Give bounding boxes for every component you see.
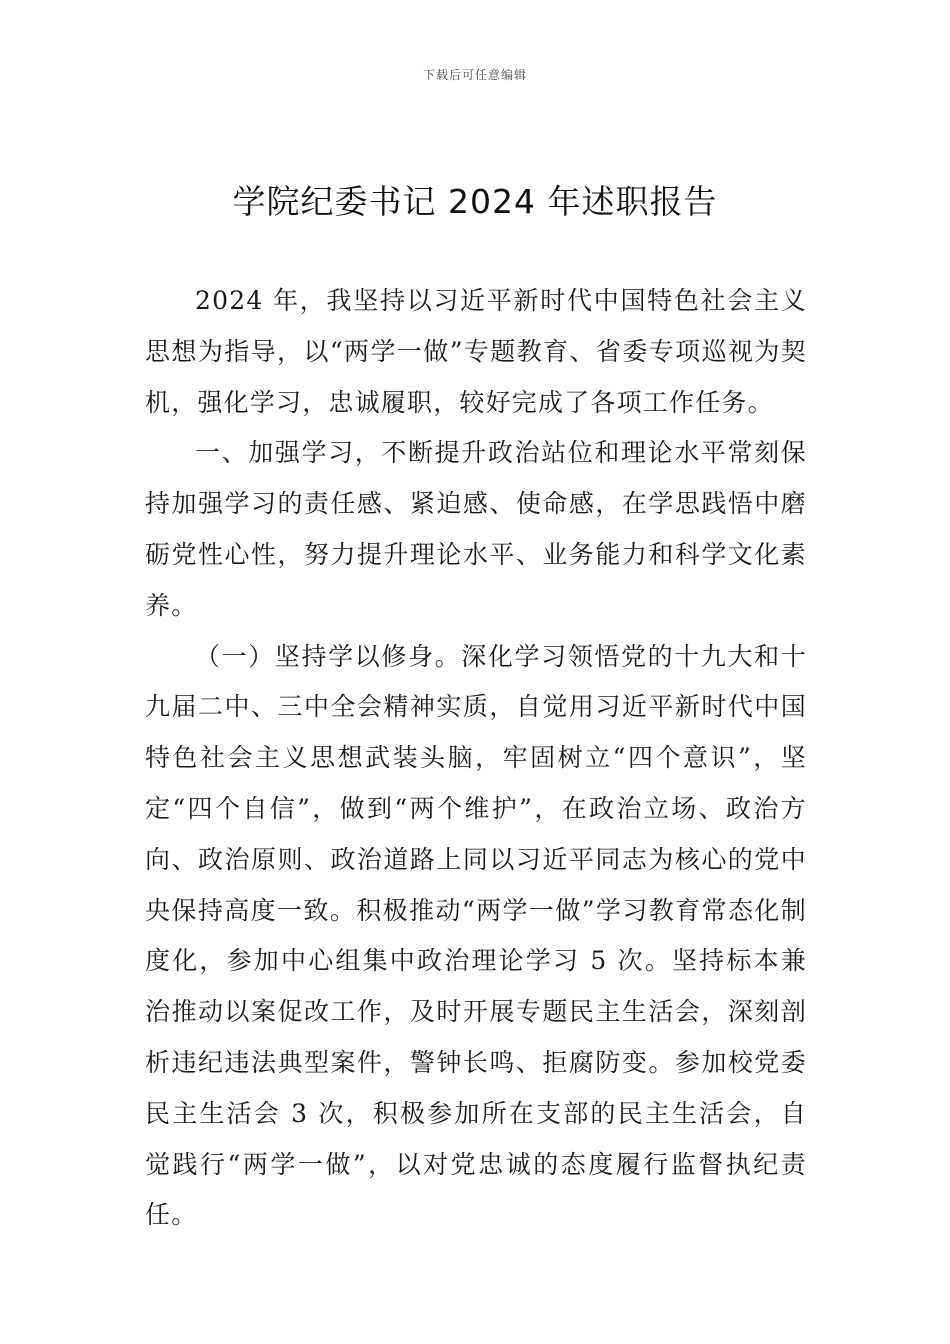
document-body bbox=[145, 276, 807, 1241]
header-note: 下载后可任意编辑 bbox=[422, 68, 527, 82]
paragraph-intro: 2024 年，我坚持以习近平新时代中国特色社会主义思想为指导，以“两学一做”专题教育、省委专项巡视为契机，强化学习，忠诚履职，较好完成了各项工作任务。 bbox=[145, 286, 807, 417]
paragraph-section-1: 一、加强学习，不断提升政治站位和理论水平常刻保持加强学习的责任感、紧迫感、使命感，在学思践悟中磨砺党性心性，努力提升理论水平、业务能力和科学文化素养。 bbox=[145, 438, 807, 620]
paragraph-subsection-1: （一）坚持学以修身。深化学习领悟党的十九大和十九届二中、三中全会精神实质，自觉用习近平新时代中国特色社会主义思想武装头脑，牢固树立“四个意识”，坚定“四个自信”，做到“两个维护”，在政治立场、政治方向、政治原则、政治道路上同以习近平同志为核心的党中央保持高度一致。积极推动“两学一做”学习教育常态化制度化，参加中心组集中政治理论学习 5 次。坚持标本兼治推动以案促改工作，及时开展专题民主生活会，深刻剖析违纪违法典型案件，警钟长鸣、拒腐防变。参加校党委民主生活会 3 次，积极参加所在支部的民主生活会，自觉践行“两学一做”，以对党忠诚的态度履行监督执纪责任。 bbox=[145, 641, 807, 1230]
document-title: 学院纪委书记 2024 年述职报告 bbox=[232, 182, 718, 221]
